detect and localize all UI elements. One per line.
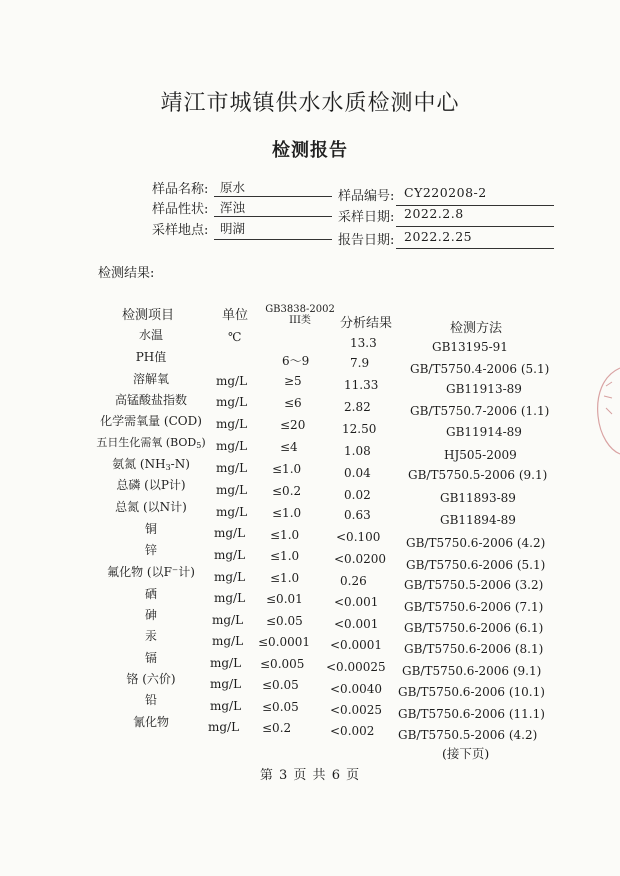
result-permanganate-index: 2.82: [344, 400, 371, 414]
result-chromium-vi: <0.0040: [330, 682, 383, 696]
page-footer-prefix: 第: [259, 768, 274, 783]
standard-cadmium: ≤0.005: [260, 657, 305, 671]
item-fluoride: 氟化物 (以F⁻计): [107, 565, 195, 579]
method-arsenic: GB/T5750.6-2006 (6.1): [404, 621, 544, 635]
standard-ph: 6～9: [282, 354, 310, 368]
report-date-underline: [396, 248, 554, 249]
method-cadmium: GB/T5750.6-2006 (9.1): [402, 664, 542, 678]
method-ammonia-nitrogen: GB/T5750.5-2006 (9.1): [408, 468, 548, 482]
unit-cadmium: mg/L: [210, 656, 242, 670]
standard-ammonia-nitrogen: ≤1.0: [272, 462, 302, 476]
result-mercury: <0.0001: [330, 638, 383, 652]
item-dissolved-oxygen: 溶解氧: [132, 372, 169, 386]
method-dissolved-oxygen: GB11913-89: [446, 382, 522, 396]
unit-lead: mg/L: [210, 699, 242, 713]
result-bod5: 1.08: [344, 444, 371, 458]
sample-property-value: 浑浊: [220, 200, 246, 215]
result-ph: 7.9: [350, 356, 370, 370]
sample-property-underline: [214, 216, 332, 217]
standard-cod: ≤20: [280, 418, 306, 432]
item-water-temperature: 水温: [138, 328, 163, 342]
result-arsenic: <0.001: [334, 617, 379, 631]
header-unit: 单位: [222, 308, 249, 323]
item-ammonia-tail: -N): [170, 457, 190, 471]
standard-fluoride: ≤1.0: [270, 571, 300, 585]
results-label: 检测结果:: [98, 266, 155, 281]
item-ammonia-main: 氨氮 (NH: [112, 457, 166, 471]
report-date-label: 报告日期:: [338, 233, 395, 248]
unit-bod5: mg/L: [216, 439, 248, 453]
standard-mercury: ≤0.0001: [258, 635, 311, 649]
unit-selenium: mg/L: [214, 591, 246, 605]
item-chromium-vi: 铬 (六价): [126, 672, 176, 686]
item-lead: 铅: [144, 693, 157, 707]
unit-cyanide: mg/L: [208, 720, 240, 734]
header-result: 分析结果: [340, 316, 393, 331]
unit-water-temperature: ℃: [228, 330, 242, 344]
item-zinc: 锌: [144, 543, 157, 557]
report-date-value: 2022.2.25: [404, 229, 473, 244]
standard-total-phosphorus: ≤0.2: [272, 484, 302, 498]
item-ph: PH值: [135, 350, 167, 364]
standard-dissolved-oxygen: ≥5: [284, 374, 302, 388]
unit-fluoride: mg/L: [214, 570, 246, 584]
result-lead: <0.0025: [330, 703, 383, 717]
result-ammonia-nitrogen: 0.04: [344, 466, 371, 480]
item-copper: 铜: [144, 522, 157, 536]
item-cod: 化学需氧量 (COD): [100, 414, 202, 428]
sampling-location-label: 采样地点:: [152, 223, 209, 238]
method-cyanide: GB/T5750.5-2006 (4.2): [398, 728, 538, 742]
method-ph: GB/T5750.4-2006 (5.1): [410, 362, 550, 376]
standard-lead: ≤0.05: [262, 700, 299, 714]
item-total-phosphorus: 总磷 (以P计): [116, 478, 186, 492]
sample-id-value: CY220208-2: [404, 185, 487, 200]
page-footer-suffix: 页: [346, 768, 361, 783]
sampling-date-label: 采样日期:: [338, 210, 395, 225]
method-selenium: GB/T5750.6-2006 (7.1): [404, 600, 544, 614]
unit-permanganate-index: mg/L: [216, 395, 248, 409]
unit-copper: mg/L: [214, 526, 246, 540]
result-dissolved-oxygen: 11.33: [344, 378, 379, 392]
item-arsenic: 砷: [144, 608, 157, 622]
result-selenium: <0.001: [334, 595, 379, 609]
item-bod5: [86, 434, 216, 450]
item-cadmium: 镉: [144, 651, 157, 665]
item-selenium: 硒: [144, 587, 157, 601]
standard-copper: ≤1.0: [270, 528, 300, 542]
item-permanganate-index: 高锰酸盐指数: [114, 393, 187, 407]
sampling-date-value: 2022.2.8: [404, 206, 464, 221]
unit-cod: mg/L: [216, 417, 248, 431]
unit-arsenic: mg/L: [212, 613, 244, 627]
header-standard: [262, 304, 338, 326]
header-method: 检测方法: [450, 321, 503, 336]
standard-selenium: ≤0.01: [266, 592, 303, 606]
unit-ammonia-nitrogen: mg/L: [216, 461, 248, 475]
result-water-temperature: 13.3: [350, 336, 377, 350]
unit-total-nitrogen: mg/L: [216, 505, 248, 519]
item-mercury: 汞: [144, 629, 157, 643]
header-standard-line2: III类: [289, 315, 311, 326]
report-title: 检测报告: [272, 140, 348, 161]
unit-dissolved-oxygen: mg/L: [216, 374, 248, 388]
result-cadmium: <0.00025: [326, 660, 386, 674]
unit-chromium-vi: mg/L: [210, 677, 242, 691]
sampling-date-underline: [396, 226, 554, 227]
method-fluoride: GB/T5750.5-2006 (3.2): [404, 578, 544, 592]
item-bod5-main: 五日生化需氧 (BOD: [96, 436, 197, 449]
result-cod: 12.50: [342, 422, 377, 436]
sample-name-underline: [214, 196, 332, 197]
header-item: 检测项目: [122, 308, 175, 323]
unit-total-phosphorus: mg/L: [216, 483, 248, 497]
sampling-location-value: 明湖: [220, 221, 246, 236]
result-total-nitrogen: 0.63: [344, 508, 371, 522]
standard-chromium-vi: ≤0.05: [262, 678, 299, 692]
standard-total-nitrogen: ≤1.0: [272, 506, 302, 520]
page-total: 6: [331, 768, 341, 783]
partial-seal-mark: [592, 366, 620, 456]
method-total-phosphorus: GB11893-89: [440, 491, 516, 505]
method-copper: GB/T5750.6-2006 (4.2): [406, 536, 546, 550]
result-cyanide: <0.002: [330, 724, 375, 738]
unit-mercury: mg/L: [212, 634, 244, 648]
standard-cyanide: ≤0.2: [262, 721, 292, 735]
unit-zinc: mg/L: [214, 548, 246, 562]
standard-permanganate-index: ≤6: [284, 396, 302, 410]
method-lead: GB/T5750.6-2006 (11.1): [398, 707, 545, 721]
method-total-nitrogen: GB11894-89: [440, 513, 516, 527]
method-zinc: GB/T5750.6-2006 (5.1): [406, 558, 546, 572]
result-fluoride: 0.26: [340, 574, 367, 588]
sampling-location-underline: [214, 239, 332, 240]
standard-bod5: ≤4: [280, 440, 298, 454]
method-chromium-vi: GB/T5750.6-2006 (10.1): [398, 685, 545, 699]
sample-name-label: 样品名称:: [152, 182, 209, 197]
page-number: 3: [279, 768, 289, 783]
item-ammonia-nitrogen: [86, 455, 216, 472]
method-mercury: GB/T5750.6-2006 (8.1): [404, 642, 544, 656]
item-total-nitrogen: 总氮 (以N计): [115, 500, 187, 514]
sample-id-label: 样品编号:: [338, 189, 395, 204]
result-total-phosphorus: 0.02: [344, 488, 371, 502]
continued-note: (接下页): [442, 746, 490, 761]
method-cod: GB11914-89: [446, 425, 522, 439]
sample-property-label: 样品性状:: [152, 202, 209, 217]
method-bod5: HJ505-2009: [444, 448, 517, 462]
header-standard-line1: GB3838-2002: [265, 304, 335, 315]
item-bod5-tail: ): [201, 436, 206, 449]
method-permanganate-index: GB/T5750.7-2006 (1.1): [410, 404, 550, 418]
result-zinc: <0.0200: [334, 552, 387, 566]
page-footer: [0, 764, 620, 783]
organization-name: 靖江市城镇供水水质检测中心: [160, 91, 460, 116]
item-cyanide: 氰化物: [132, 715, 169, 729]
standard-arsenic: ≤0.05: [266, 614, 303, 628]
item-ammonia-subscript: 3: [165, 463, 171, 472]
sample-name-value: 原水: [220, 180, 246, 195]
standard-zinc: ≤1.0: [270, 549, 300, 563]
item-bod5-subscript: 5: [196, 441, 202, 450]
method-water-temperature: GB13195-91: [432, 340, 508, 354]
result-copper: <0.100: [336, 530, 381, 544]
page-footer-mid: 页 共: [293, 768, 327, 783]
